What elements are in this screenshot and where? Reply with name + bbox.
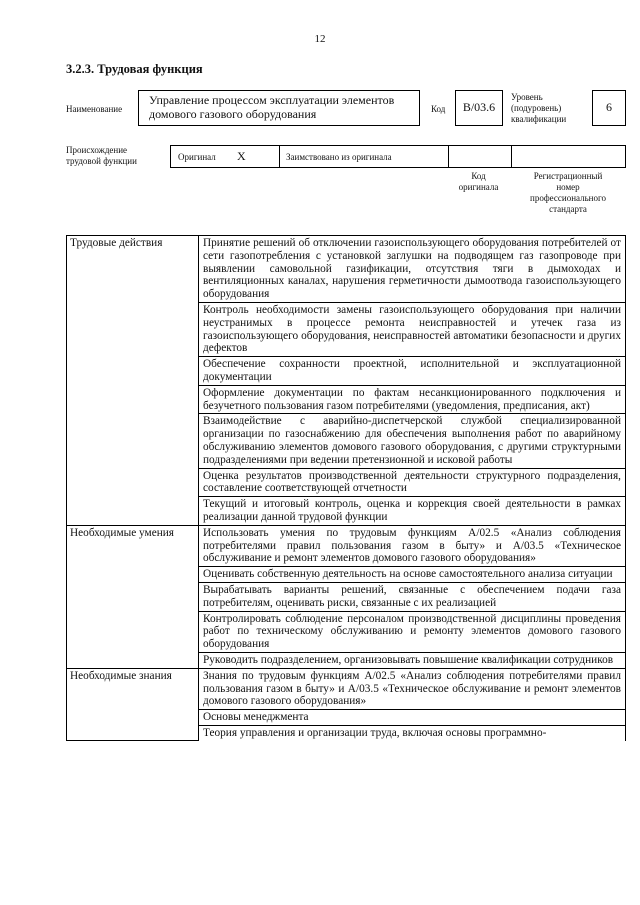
- row-text: Принятие решений об отключении газоиспользующего оборудования потребителей от сети газопотребления с установкой заглушки на подводящем газ газопроводе при выявлении самовольной газификации, отсутствия тяги в дымоходах и вентиляционных каналах, нарушения герметичности дымоотвода газоиспользующего оборудования: [199, 236, 626, 303]
- function-name-line-1: Управление процессом эксплуатации элементов: [149, 93, 395, 107]
- code-label: Код: [431, 104, 446, 114]
- origin-label: [66, 145, 137, 167]
- row-text: Оформление документации по фактам несанкционированного подключения и безучетного пользования газом потребителями (уведомления, предписания, акт): [199, 385, 626, 414]
- origin-divider-2: [448, 146, 449, 167]
- name-label: Наименование: [66, 104, 123, 114]
- table-row: [67, 236, 626, 303]
- level-label-line-1: Уровень: [511, 92, 543, 102]
- table-row: [67, 525, 626, 566]
- level-label: [511, 92, 566, 125]
- page-number: 12: [314, 33, 326, 45]
- original-label: Оригинал: [178, 152, 216, 162]
- level-label-line-2: (подуровень): [511, 103, 562, 113]
- row-text: Вырабатывать варианты решений, связанные с обеспечением подачи газа потребителям, оценивать риски, связанные с их реализацией: [199, 582, 626, 611]
- origin-divider-1: [279, 146, 280, 167]
- borrowed-label: Заимствовано из оригинала: [286, 152, 392, 162]
- row-text: Обеспечение сохранности проектной, исполнительной и эксплуатационной документации: [199, 357, 626, 386]
- row-text: Знания по трудовым функциям A/02.5 «Анализ соблюдения потребителями правил пользования газом в быту» и A/03.5 «Техническое обслуживание и ремонт элементов домового газового оборудования»: [199, 668, 626, 709]
- level-label-line-3: квалификации: [511, 114, 567, 124]
- row-text: Использовать умения по трудовым функциям A/02.5 «Анализ соблюдения потребителями правил пользования газом в быту» и A/03.5 «Техническое обслуживание и ремонт элементов домового газового оборудования»: [199, 525, 626, 566]
- code-caption: [447, 171, 510, 193]
- row-text: Основы менеджмента: [199, 710, 626, 726]
- original-mark: X: [237, 149, 246, 163]
- row-text: Руководить подразделением, организовывать повышение квалификации сотрудников: [199, 652, 626, 668]
- row-text: Контролировать соблюдение персоналом производственной дисциплины проведения работ по техническому обслуживанию и ремонту элементов домового газового оборудования: [199, 611, 626, 652]
- level-value-box: 6: [592, 90, 626, 126]
- code-value-box: B/03.6: [455, 90, 503, 126]
- code-caption-line-2: оригинала: [458, 182, 499, 192]
- origin-label-line-1: Происхождение: [66, 145, 128, 155]
- reg-caption-line-3: профессионального: [530, 193, 606, 203]
- reg-caption-line-4: стандарта: [549, 204, 587, 214]
- origin-row: [170, 145, 626, 168]
- reg-number-caption: [510, 171, 626, 215]
- row-text: Контроль необходимости замены газоиспользующего оборудования при наличии неустранимых в процессе ремонта неисправностей и утечек газа из газоиспользующего оборудования, неисправностей автоматики безопасности и других дефектов: [199, 302, 626, 356]
- category-cell-knowledge: Необходимые знания: [67, 668, 199, 740]
- origin-divider-3: [511, 146, 512, 167]
- function-name-line-2: домового газового оборудования: [149, 107, 317, 121]
- row-text: Теория управления и организации труда, включая основы программно-: [199, 725, 626, 740]
- reg-caption-line-2: номер: [556, 182, 580, 192]
- category-cell-skills: Необходимые умения: [67, 525, 199, 668]
- row-text: Текущий и итоговый контроль, оценка и коррекция своей деятельности в рамках реализации данной трудовой функции: [199, 497, 626, 526]
- category-cell-actions: Трудовые действия: [67, 236, 199, 526]
- table-row: [67, 668, 626, 709]
- reg-caption-line-1: Регистрационный: [533, 171, 603, 181]
- code-caption-line-1: Код: [471, 171, 486, 181]
- origin-label-line-2: трудовой функции: [66, 156, 137, 166]
- function-table: [66, 235, 626, 741]
- row-text: Оценивать собственную деятельность на основе самостоятельного анализа ситуации: [199, 567, 626, 583]
- section-title: 3.2.3. Трудовая функция: [66, 62, 203, 76]
- row-text: Оценка результатов производственной деятельности структурного подразделения, составление соответствующей отчетности: [199, 468, 626, 497]
- function-name-box: [138, 90, 420, 126]
- row-text: Взаимодействие с аварийно-диспетчерской службой специализированной организации по газоснабжению для обеспечения выполнения работ по аварийному обслуживанию элементов домового газового оборудования, с другими структурными подразделениями при ведении претензионной и исковой работы: [199, 414, 626, 468]
